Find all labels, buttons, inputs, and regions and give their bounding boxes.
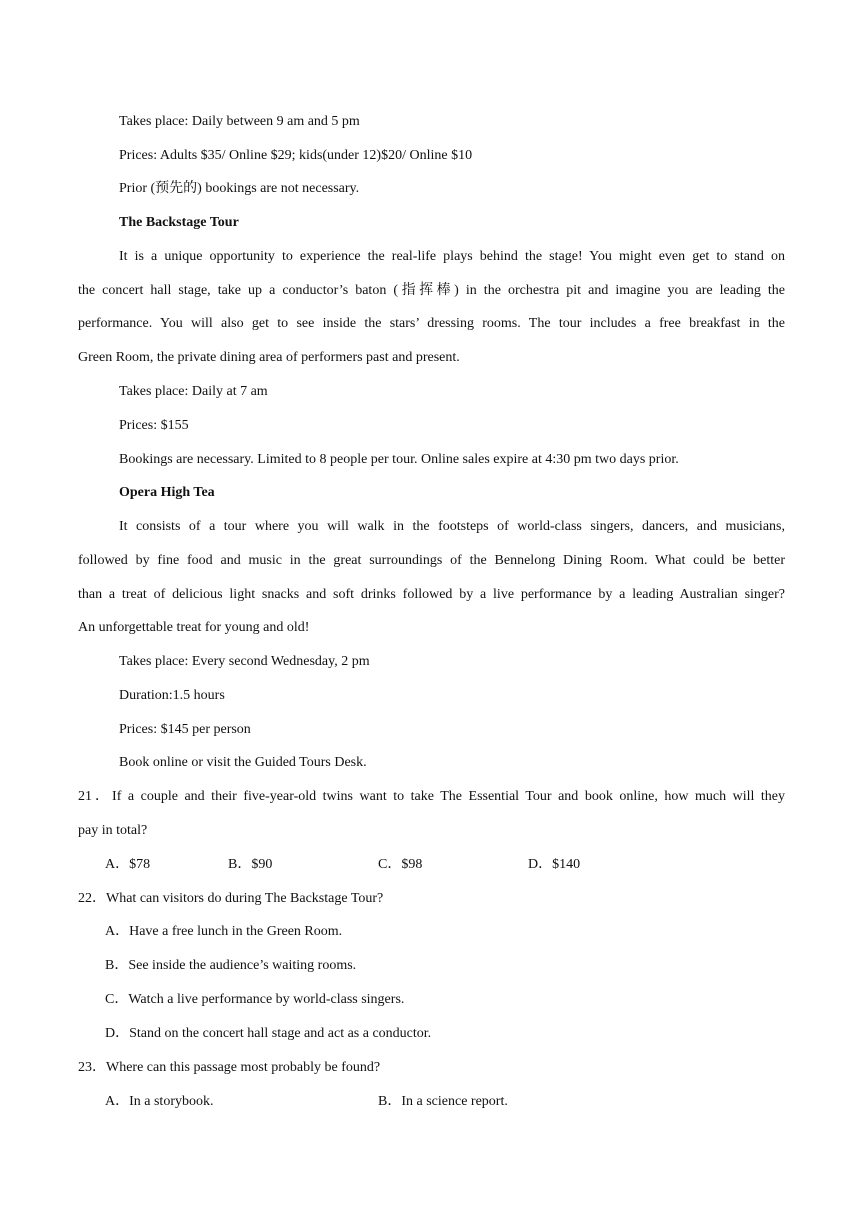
question-21-option-b[interactable]: B．$90 bbox=[228, 857, 273, 872]
opera-para-line: An unforgettable treat for young and old! bbox=[78, 620, 310, 635]
question-22-option-d[interactable]: D．Stand on the concert hall stage and act as a conductor. bbox=[105, 1026, 432, 1041]
opera-prices: Prices: $145 per person bbox=[119, 722, 251, 737]
backstage-para-line: performance. You will also get to see inside the stars’ dressing rooms. The tour includes a free breakfast in the bbox=[78, 316, 785, 331]
question-21-options bbox=[0, 848, 860, 882]
question-23-option-b[interactable]: B．In a science report. bbox=[378, 1094, 508, 1109]
backstage-para-line: Green Room, the private dining area of performers past and present. bbox=[78, 350, 460, 365]
essential-prior-bookings: Prior (预先的) bookings are not necessary. bbox=[119, 181, 360, 196]
essential-prices: Prices: Adults $35/ Online $29; kids(under 12)$20/ Online $10 bbox=[119, 148, 473, 163]
opera-duration: Duration:1.5 hours bbox=[119, 688, 225, 703]
question-22-option-b[interactable]: B．See inside the audience’s waiting rooms. bbox=[105, 958, 357, 973]
question-22-option-c[interactable]: C．Watch a live performance by world-class singers. bbox=[105, 992, 405, 1007]
backstage-takes-place: Takes place: Daily at 7 am bbox=[119, 384, 268, 399]
backstage-prices: Prices: $155 bbox=[119, 418, 189, 433]
question-23-options bbox=[0, 1085, 860, 1119]
question-21-stem-cont: pay in total? bbox=[78, 823, 148, 838]
question-21-option-a[interactable]: A．$78 bbox=[105, 857, 151, 872]
opera-para-line: than a treat of delicious light snacks and soft drinks followed by a live performance by a leading Australian singer? bbox=[78, 587, 785, 602]
opera-book: Book online or visit the Guided Tours Desk. bbox=[119, 755, 367, 770]
backstage-para-line: It is a unique opportunity to experience the real-life plays behind the stage! You might even get to stand on bbox=[119, 249, 785, 264]
opera-heading: Opera High Tea bbox=[119, 485, 215, 500]
backstage-para-line: the concert hall stage, take up a conductor’s baton (指挥棒) in the orchestra pit and imagine you are leading the bbox=[78, 283, 785, 298]
opera-takes-place: Takes place: Every second Wednesday, 2 pm bbox=[119, 654, 370, 669]
backstage-bookings: Bookings are necessary. Limited to 8 people per tour. Online sales expire at 4:30 pm two days prior. bbox=[119, 452, 679, 467]
opera-para-line: followed by fine food and music in the great surroundings of the Bennelong Dining Room. What could be better bbox=[78, 553, 785, 568]
opera-para-line: It consists of a tour where you will walk in the footsteps of world-class singers, dancers, and musicians, bbox=[119, 519, 785, 534]
question-23-stem: 23．Where can this passage most probably be found? bbox=[78, 1060, 381, 1075]
question-21-option-c[interactable]: C．$98 bbox=[378, 857, 423, 872]
question-23-option-a[interactable]: A．In a storybook. bbox=[105, 1094, 214, 1109]
question-21-stem: 21．If a couple and their five-year-old twins want to take The Essential Tour and book online, how much will they bbox=[78, 789, 785, 804]
question-22-stem: 22．What can visitors do during The Backstage Tour? bbox=[78, 891, 384, 906]
backstage-heading: The Backstage Tour bbox=[119, 215, 239, 230]
essential-takes-place: Takes place: Daily between 9 am and 5 pm bbox=[119, 114, 360, 129]
question-21-option-d[interactable]: D．$140 bbox=[528, 857, 581, 872]
question-22-option-a[interactable]: A．Have a free lunch in the Green Room. bbox=[105, 924, 343, 939]
